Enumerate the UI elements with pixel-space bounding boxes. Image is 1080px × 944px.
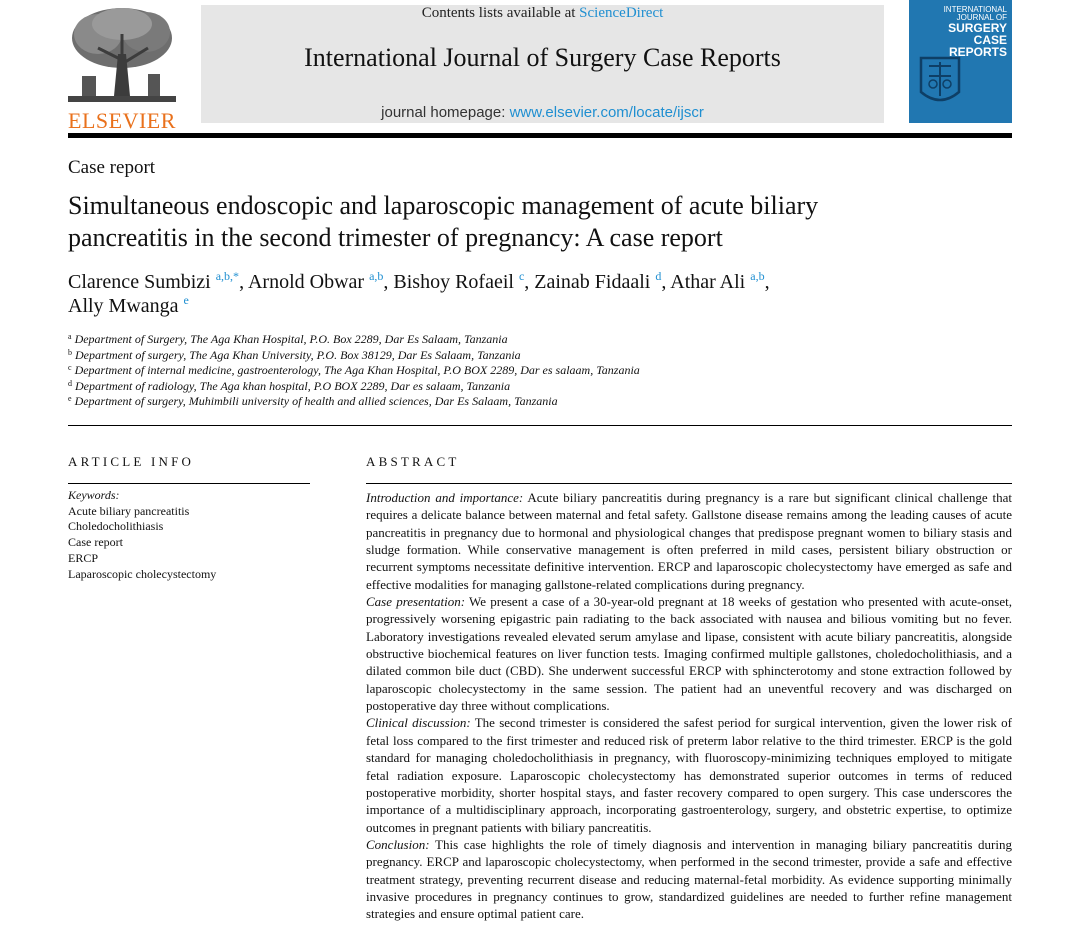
affiliation [68,363,1008,379]
article-info-rule [68,483,310,484]
abstract-section-text: This case highlights the role of timely diagnosis and intervention in managing biliary pancreatitis during pregnancy. ERCP and laparoscopic cholecystectomy, when performed in the second trimester, provide a safe and effective treatment strategy, preventing recurrent disease and reducing maternal-fetal morbidity. As evidence supporting minimally invasive procedures in pregnancy continues to grow, standardized guidelines are needed to further refine management strategies and ensure optimal patient care. [366,836,1013,922]
abstract-section-label: Introduction and importance: [366,490,524,505]
affiliation-list [68,332,1008,410]
sciencedirect-link[interactable]: ScienceDirect [579,5,664,21]
affiliation [68,394,1008,410]
affiliation-key: e [68,394,72,403]
cover-title [912,6,1007,58]
cover-line: SURGERY [948,21,1007,35]
keyword: Case report [68,535,123,550]
affiliation-key: a [68,332,72,341]
author-affiliation-link[interactable]: a,b [369,269,384,283]
abstract-section [366,593,1012,714]
article-title: Simultaneous endoscopic and laparoscopic management of acute biliary pancreatitis in the second trimester of pregnancy: A case report [68,191,819,252]
keyword: ERCP [68,550,99,565]
article-info-heading: ARTICLE INFO [68,454,195,469]
author-affiliation-link[interactable]: c [518,269,525,283]
abstract-section-text: The second trimester is considered the safest period for surgical intervention, given the lower risk of fetal loss compared to the first trimester and reduced risk of preterm labor relative to the third trimester. ERCP is the gold standard for managing choledocholithiasis in pregnancy, with fluoroscopy-minimizing techniques employed to mitigate fetal radiation exposure. Laparoscopic cholecystectomy has demonstrated superior outcomes in terms of reduced postoperative morbidity, shorter hospital stays, and faster recovery compared to open surgery. This case underscores the importance of a multidisciplinary approach, incorporating gastroenterology, surgery, and obstetric expertise, to optimize outcomes in pregnant patients with biliary pancreatitis. [366,715,1013,835]
affiliation-text: Department of radiology, The Aga khan hospital, P.O BOX 2289, Dar es salaam, Tanzania [75,378,511,393]
affiliation-text: Department of surgery, The Aga Khan University, P.O. Box 38129, Dar Es Salaam, Tanzania [75,347,521,362]
elsevier-tree-icon [68,4,176,104]
author-affiliation-link[interactable]: a,b [750,269,765,283]
keyword: Choledocholithiasis [68,519,164,534]
abstract-section-label: Case presentation: [366,594,466,610]
article-type: Case report [68,157,156,178]
affiliation-key: c [68,363,72,372]
affiliation-divider [68,425,1012,426]
author-list: Clarence Sumbizi $^{a,b,*}$, Arnold Obwar $^{a,b}$, Bishoy Rofaeil $^c$, Zainab Fidaali $^d$, Athar Ali $^{a,b}$, Ally Mwanga $^e$ [68,269,770,317]
abstract-section-label: Clinical discussion: [366,715,471,731]
author-name[interactable]: Zainab Fidaali [534,271,651,293]
cover-line: CASE [973,33,1007,47]
affiliation [68,348,1008,364]
abstract-section-text: Acute biliary pancreatitis during pregnancy is a rare but significant clinical challenge that requires a delicate balance between maternal and fetal safety. Gallstone disease remains among the leading causes of acute pancreatitis in pregnancy due to hormonal and physiological changes that predispose pregnant women to biliary stasis and sludge formation. While conservative management is often preferred in mild cases, persistent biliary obstruction or recurrent symptoms necessitate definitive intervention. ERCP and laparoscopic cholecystectomy have emerged as safe and effective modalities for managing gallstone-related complications during pregnancy. [366,490,1012,592]
affiliation-key: b [68,347,72,357]
abstract-section [366,836,1012,923]
abstract-rule [366,483,1012,484]
author-affiliation-link[interactable]: a,b,* [215,269,240,283]
author-name[interactable]: Arnold Obwar [247,271,365,293]
author-name[interactable]: Bishoy Rofaeil [393,271,514,293]
author-affiliation-link[interactable]: d [655,269,662,283]
author-name[interactable]: Ally Mwanga [68,295,179,317]
contents-prefix: Contents lists available at [421,5,576,21]
affiliation-text: Department of Surgery, The Aga Khan Hospital, P.O. Box 2289, Dar Es Salaam, Tanzania [74,332,508,346]
abstract-section [366,714,1012,835]
keyword: Laparoscopic cholecystectomy [68,566,217,581]
affiliation-text: Department of surgery, Muhimbili university of health and allied sciences, Dar Es Salaam, Tanzania [74,394,558,408]
author-name[interactable]: Athar Ali [670,271,746,293]
cover-line: REPORTS [948,45,1007,59]
author-name[interactable]: Clarence Sumbizi [68,271,211,293]
journal-banner [201,5,884,123]
keywords-block [68,488,308,582]
journal-title: International Journal of Surgery Case Reports [304,43,781,72]
affiliation [68,332,1008,348]
affiliation-text: Department of internal medicine, gastroenterology, The Aga Khan Hospital, P.O BOX 2289, Dar es salaam, Tanzania [74,363,640,377]
homepage-line [201,104,884,121]
abstract-body [366,489,1012,923]
affiliation-key: d [68,378,72,388]
affiliation [68,379,1008,395]
journal-cover[interactable] [909,0,1012,123]
abstract-section [366,489,1012,593]
abstract-section-text: We present a case of a 30-year-old pregnant at 18 weeks of gestation who presented with acute-onset, progressively worsening epigastric pain radiating to the back associated with nausea and bilious vomiting but no fever. Laboratory investigations revealed elevated serum amylase and lipase, consistent with acute biliary pancreatitis, alongside obstructive biochemical features on liver function tests. Imaging confirmed multiple gallstones, choledocholithiasis, and a dilated common bile duct (CBD). She underwent successful ERCP with sphincterotomy and stone extraction followed by laparoscopic cholecystectomy in the same session. The patient had an uneventful recovery and was discharged on postoperative day three without complications. [366,594,1012,714]
keywords-label: Keywords: [68,488,120,502]
header-divider [68,133,1012,138]
cover-line: JOURNAL OF [956,13,1007,22]
publisher-wordmark: ELSEVIER [68,108,176,133]
cover-line: INTERNATIONAL [943,5,1007,14]
keyword: Acute biliary pancreatitis [68,503,190,518]
abstract-section-label: Conclusion: [366,836,430,852]
contents-line [201,5,884,22]
author-affiliation-link[interactable]: e [183,293,189,307]
journal-header [68,0,1012,133]
homepage-link[interactable]: www.elsevier.com/locate/ijscr [509,104,704,121]
abstract-heading: ABSTRACT [366,454,460,469]
elsevier-logo[interactable] [68,4,176,133]
homepage-prefix: journal homepage: [381,104,506,121]
